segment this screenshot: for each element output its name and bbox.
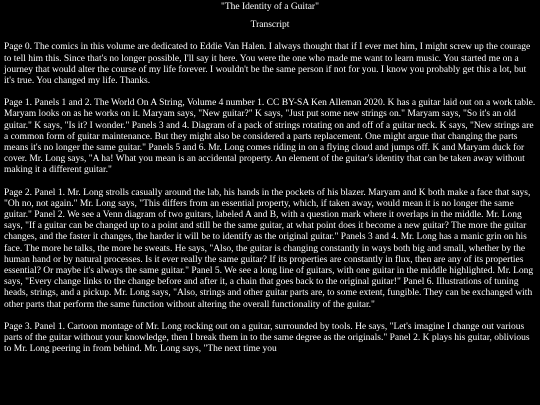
paragraph-page-0: Page 0. The comics in this volume are dedicated to Eddie Van Halen. I always thought that if I ever met him, I might screw up the courage to tell him this. Since that's no longer possible, I'll say it here. You were the one who made me want to learn music. You started me on a journey that would alter the course of my life forever. I wouldn't be the same person if not for you. I know you probably get this a lot, but it's true. You changed my life. Thanks. <box>4 42 531 87</box>
paragraph-page-2: Page 2. Panel 1. Mr. Long strolls casually around the lab, his hands in the pockets of his blazer. Maryam and K both make a face that says, "Oh no, not again." Mr. Long says, "This differs from an essential property, which, if taken away, would mean it is no longer the same guitar." Panel 2. We see a Venn diagram of two guitars, labeled A and B, with a question mark where it overlaps in the middle. Mr. Long says, "If a guitar can be changed up to a point and still be the same guitar, at what point does it become a new guitar? The more the guitar changes, and the faster it changes, the harder it will be to identify as the original guitar." Panels 3 and 4. Mr. Long has a manic grin on his face. The more he talks, the more he sweats. He says, "Also, the guitar is changing constantly in ways both big and small, whether by the human hand or by natural processes. Is it ever really the same guitar? If its properties are constantly in flux, then are any of its properties essential? Or maybe it's always the same guitar." Panel 5. We see a long line of guitars, with one guitar in the middle highlighted. Mr. Long says, "Every change links to the change before and after it, a chain that goes back to the original guitar!" Panel 6. Illustrations of tuning heads, strings, and a pickup. Mr. Long says, "Also, strings and other guitar parts are, to some extent, fungible. They can be exchanged with other parts that perform the same function without altering the overall functionality of the guitar." <box>4 187 534 310</box>
document-title: "The Identity of a Guitar" <box>221 2 319 12</box>
paragraph-page-1: Page 1. Panels 1 and 2. The World On A String, Volume 4 number 1. CC BY-SA Ken Alleman 2020. K has a guitar laid out on a work table. Maryam looks on as he works on it. Maryam says, "New guitar?" K says, "Just put some new strings on." Maryam says, "So it's an old guitar." K says, "Is it? I wonder." Panels 3 and 4. Diagram of a pack of strings rotating on and off of a guitar neck. K says, "New strings are a common form of guitar maintenance. But they might also be considered a parts replacement. One might argue that changing the parts means it's no longer the same guitar." Panels 5 and 6. Mr. Long comes riding in on a flying cloud and jumps off. K and Maryam duck for cover. Mr. Long says, "A ha! What you mean is an accidental property. An element of the guitar's identity that can be taken away without making it a different guitar." <box>4 98 536 176</box>
transcript-document <box>4 2 536 366</box>
document-subtitle: Transcript <box>250 20 290 31</box>
paragraph-page-3: Page 3. Panel 1. Cartoon montage of Mr. Long rocking out on a guitar, surrounded by tools. He says, "Let's imagine I change out various parts of the guitar without your knowledge, then I break them in to the same degree as the originals." Panel 2. K plays his guitar, oblivious to Mr. Long peering in from behind. Mr. Long says, "The next time you <box>4 321 530 355</box>
